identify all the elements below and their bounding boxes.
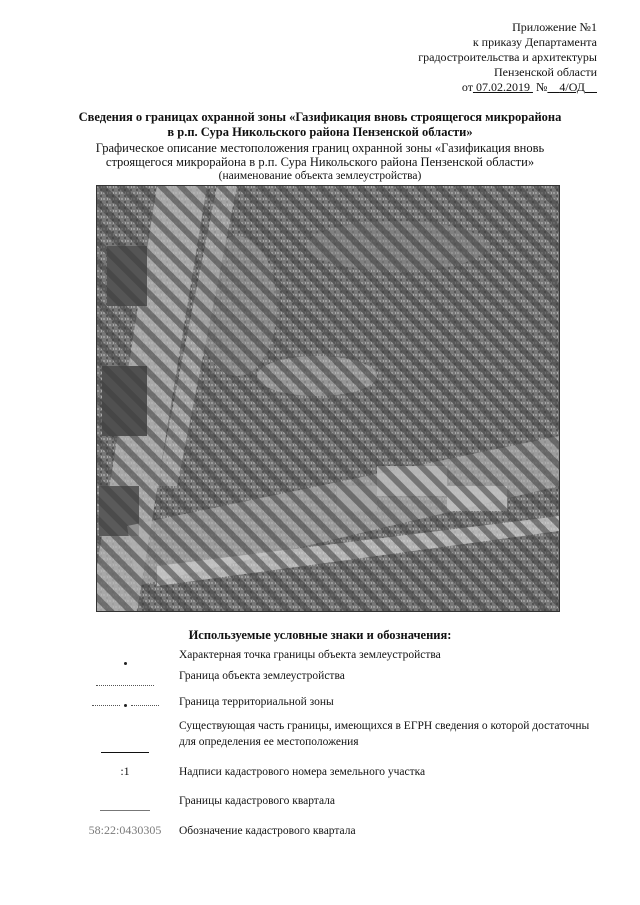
subtitle-line-1: Графическое описание местоположения границ охранной зоны «Газификация вновь	[95, 141, 545, 155]
appendix-line-4: Пензенской области	[494, 65, 597, 79]
appendix-header	[418, 20, 597, 95]
legend-item-object-boundary	[80, 668, 600, 686]
document-title	[60, 110, 580, 140]
appendix-line-1: Приложение №1	[512, 20, 597, 34]
subtitle-line-2: строящегося микрорайона в р.п. Сура Никольского района Пензенской области»	[105, 155, 535, 169]
legend-text: Граница территориальной зоны	[179, 696, 334, 708]
date-value: 07.02.2019	[475, 80, 530, 94]
legend-symbol-dotted-line	[80, 676, 170, 694]
legend-text: Существующая часть границы, имеющихся в ЕГРН сведения о которой достаточны для определения ее местоположения	[179, 720, 590, 748]
legend-text: Границы кадастрового квартала	[179, 795, 336, 807]
legend-text: Обозначение кадастрового квартала	[179, 825, 356, 837]
legend-item-zone-boundary	[80, 694, 600, 712]
title-line-1: Сведения о границах охранной зоны «Газификация вновь строящегося микрорайона	[78, 110, 562, 124]
number-value: 4/ОД	[559, 80, 585, 94]
legend-item-point	[80, 647, 600, 665]
appendix-line-2: к приказу Департамента	[472, 35, 597, 49]
satellite-map	[96, 185, 560, 612]
appendix-line-3: градостроительства и архитектуры	[418, 50, 597, 64]
legend-text: Характерная точка границы объекта землеустройства	[179, 649, 441, 661]
legend-item-quarter-label	[80, 823, 600, 841]
title-line-2: в р.п. Сура Никольского района Пензенской области»	[167, 125, 473, 139]
legend-item-cadastral-label	[80, 764, 600, 782]
subtitle-note: (наименование объекта землеустройства)	[218, 170, 422, 182]
map-image	[97, 186, 559, 611]
legend-title: Используемые условные знаки и обозначения:	[188, 628, 452, 642]
legend-symbol-solid-line	[80, 743, 170, 761]
document-subtitle	[60, 141, 580, 183]
appendix-date-line	[418, 80, 597, 95]
legend-item-quarter-boundary	[80, 793, 600, 811]
legend-item-existing-boundary	[80, 718, 600, 752]
legend-symbol-label: :1	[120, 764, 130, 778]
legend-text: Надписи кадастрового номера земельного участка	[179, 766, 426, 778]
number-prefix: №	[535, 80, 548, 94]
legend-symbol-thin-line	[80, 801, 170, 819]
legend-text: Граница объекта землеустройства	[179, 670, 345, 682]
legend-symbol-quarter-number: 58:22:0430305	[88, 823, 162, 837]
legend-symbol-dotted-line-point	[80, 696, 170, 714]
date-prefix: от	[461, 80, 473, 94]
